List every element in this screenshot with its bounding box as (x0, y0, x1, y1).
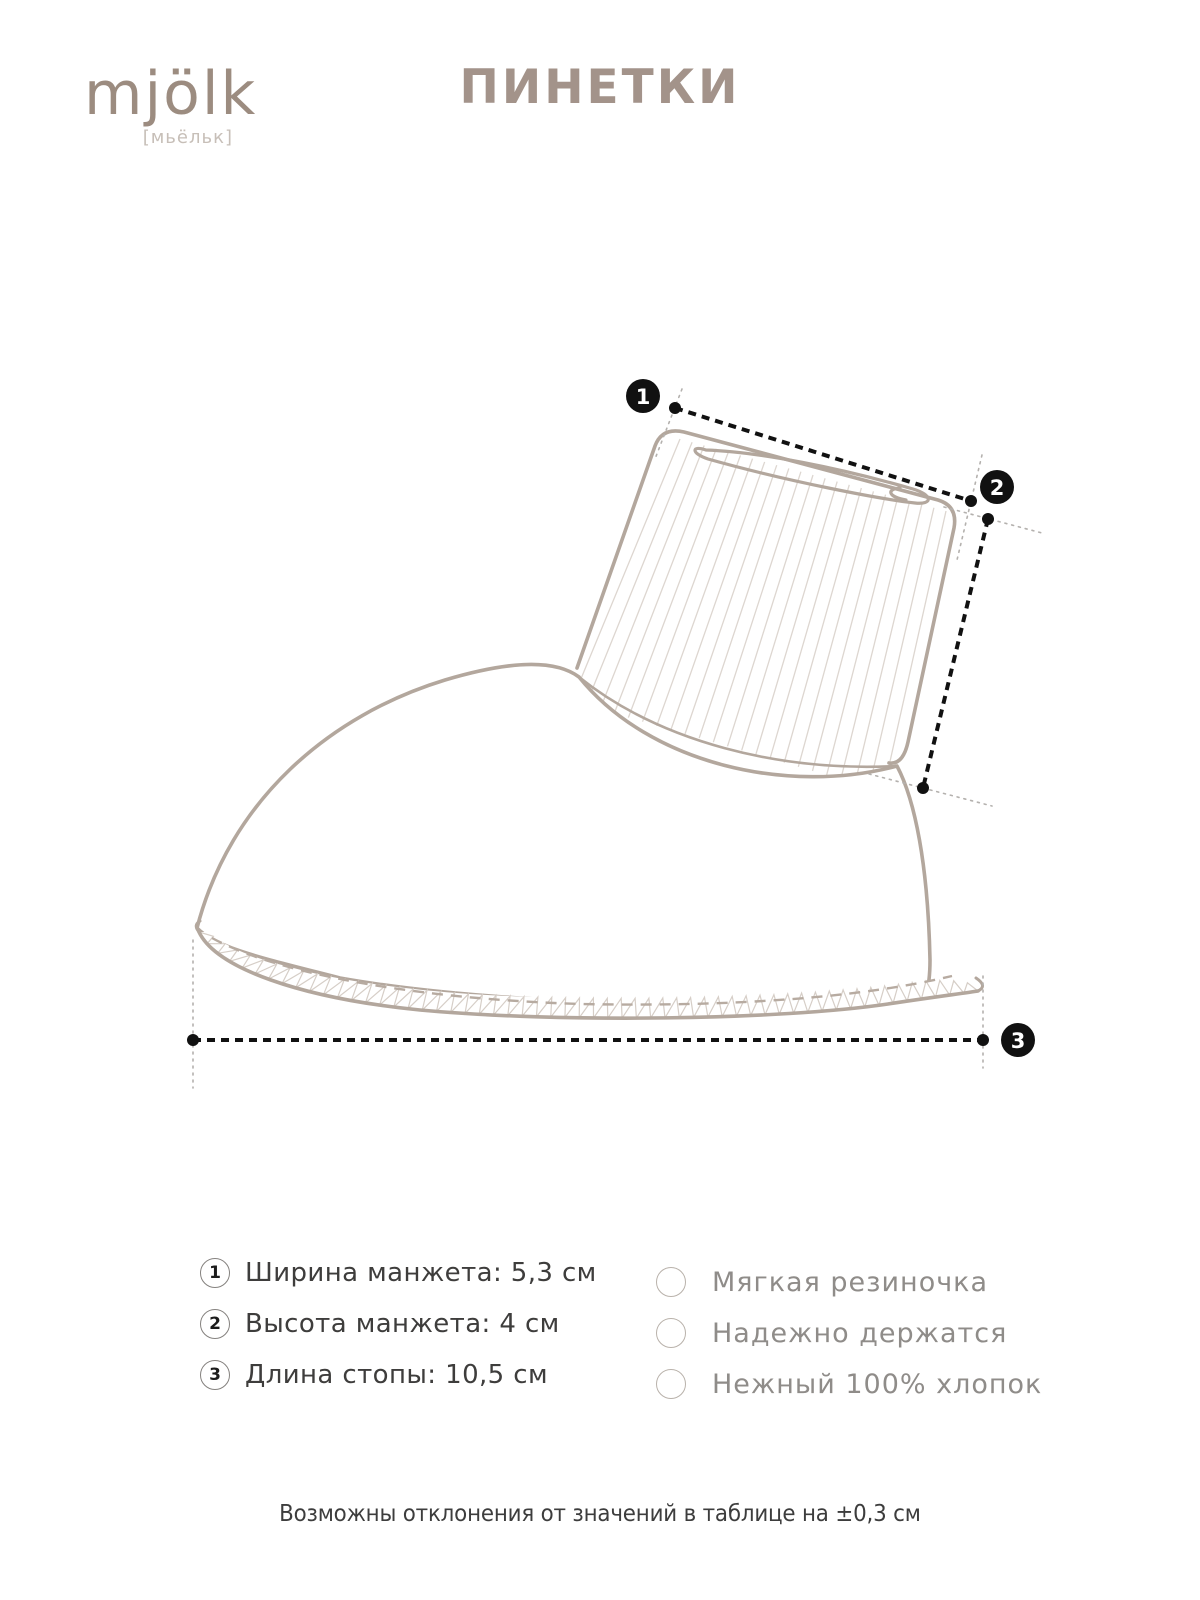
legend-label-2: Высота манжета: 4 см (245, 1309, 560, 1339)
marker-1-label: 1 (635, 385, 651, 409)
legend-row-2 (200, 1309, 597, 1339)
legend-row-3 (200, 1360, 597, 1390)
feature-bullet-circle (656, 1369, 686, 1399)
legend-row-1 (200, 1258, 597, 1288)
feature-label-2: Надежно держатся (712, 1317, 1008, 1349)
brand-logo-word: mjölk (84, 59, 258, 129)
legend-label-3: Длина стопы: 10,5 см (245, 1360, 548, 1390)
feature-row-2 (656, 1318, 1042, 1348)
legend-badge-2: 2 (200, 1309, 230, 1339)
marker-2 (980, 470, 1014, 504)
page-title: ПИНЕТКИ (459, 60, 741, 115)
legend-badge-1: 1 (200, 1258, 230, 1288)
marker-3 (1001, 1023, 1035, 1057)
marker-2-label: 2 (989, 476, 1005, 500)
feature-list (656, 1267, 1042, 1420)
tolerance-note (0, 1501, 1200, 1527)
feature-bullet-circle (656, 1267, 686, 1297)
feature-row-3 (656, 1369, 1042, 1399)
marker-1 (626, 379, 660, 413)
feature-label-1: Мягкая резиночка (712, 1266, 989, 1298)
tolerance-note-text: Возможны отклонения от значений в таблице на ±0,3 см (279, 1501, 921, 1527)
legend-label-1: Ширина манжета: 5,3 см (245, 1258, 597, 1288)
feature-bullet-circle (656, 1318, 686, 1348)
legend-badge-3: 3 (200, 1360, 230, 1390)
feature-label-3: Нежный 100% хлопок (712, 1368, 1043, 1400)
measurement-legend (200, 1258, 597, 1411)
marker-3-label: 3 (1010, 1029, 1026, 1053)
brand-transcription: [мьёльк] (142, 127, 233, 148)
feature-row-1 (656, 1267, 1042, 1297)
